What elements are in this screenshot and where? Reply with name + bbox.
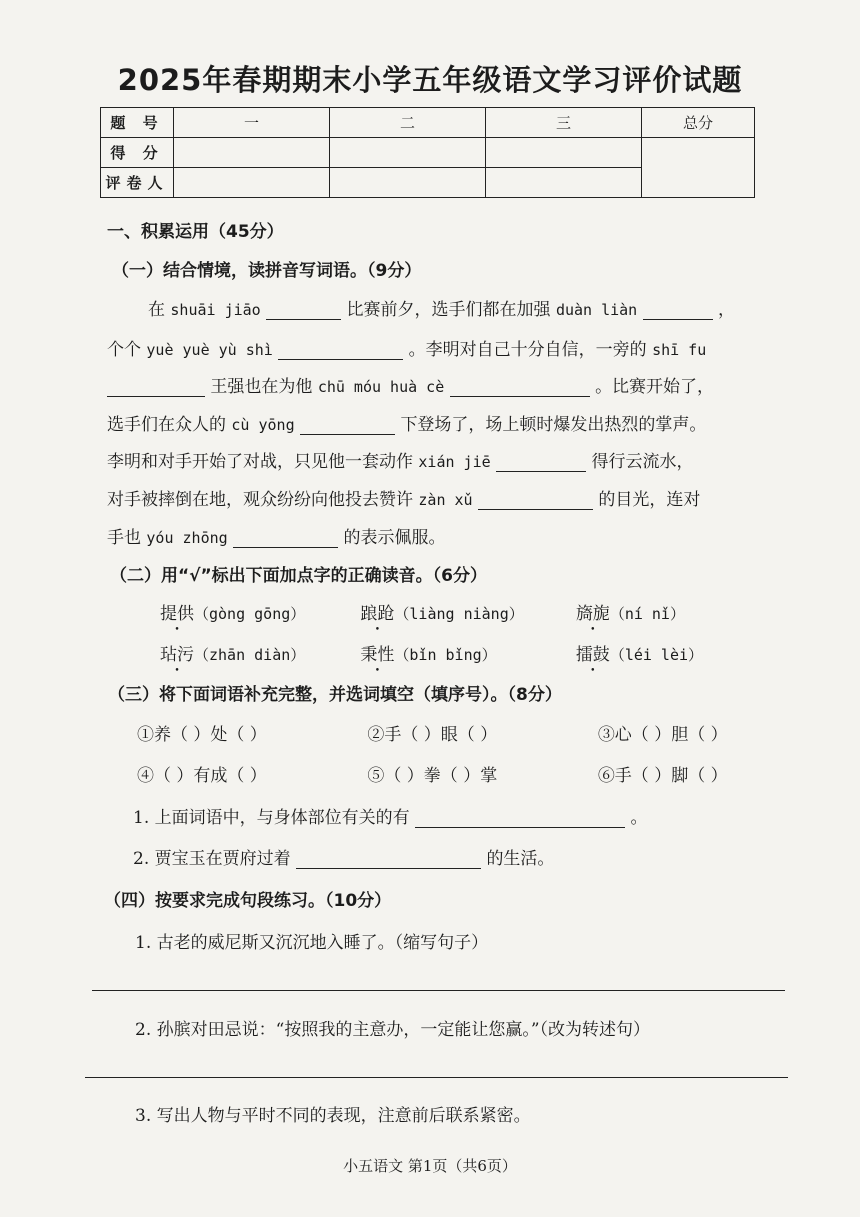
score-cell[interactable] [174,138,330,168]
grader-cell[interactable] [330,168,486,198]
text: 的表示佩服。 [343,528,446,548]
header-cell-3: 三 [486,108,642,138]
idiom-item[interactable]: ①养（ ）处（ ） [137,725,267,745]
answer-blank[interactable] [266,301,341,320]
score-row-label: 得 分 [101,138,174,168]
idiom-item[interactable]: ⑤（ ）拳（ ）掌 [367,766,498,786]
part4-q1: 1. 古老的威尼斯又沉沉地入睡了。（缩写句子） [135,933,489,953]
answer-blank[interactable] [643,301,713,320]
text: ， [718,300,736,320]
text: 王强也在为他 [210,377,313,397]
part3-heading: （三）将下面词语补充完整，并选词填空（填序号）。（8分） [108,685,562,705]
pinyin: duàn liàn [555,301,638,319]
pronunciation-item: 玷污（zhān diàn） [160,645,306,665]
text: 手也 [107,528,141,548]
answer-blank[interactable] [496,453,586,472]
text: 得行云流水， [591,452,694,472]
answer-blank[interactable] [296,850,481,869]
question-text: 的生活。 [486,849,555,869]
pinyin: yóu zhōng [146,529,228,547]
text: 的目光，连对 [598,490,701,510]
pinyin: shī fu [652,341,707,359]
grader-row-label: 评卷人 [101,168,174,198]
score-row [101,138,755,168]
header-cell-total: 总分 [642,108,755,138]
page-footer: 小五语文 第1页（共6页） [343,1157,517,1175]
idiom-item[interactable]: ④（ ）有成（ ） [137,766,267,786]
part1-heading: （一）结合情境，读拼音写词语。（9分） [112,261,422,281]
pronunciation-item: 旖旎（ní nǐ） [575,604,685,624]
part4-q3: 3. 写出人物与平时不同的表现，注意前后联系紧密。 [135,1106,531,1126]
idiom-item[interactable]: ⑥手（ ）脚（ ） [597,766,728,786]
grader-cell[interactable] [174,168,330,198]
score-table-header-row [101,108,755,138]
part2-heading: （二）用“√”标出下面加点字的正确读音。（6分） [110,566,488,586]
answer-blank[interactable] [233,529,338,548]
answer-blank[interactable] [415,809,625,828]
pinyin: yuè yuè yù shì [146,341,273,359]
idiom-row-1 [137,720,728,745]
pinyin: shuāi jiāo [170,301,261,319]
grader-cell[interactable] [486,168,642,198]
part3-q2 [133,844,554,869]
pinyin: chū móu huà cè [317,378,445,396]
score-table [100,107,755,198]
idiom-item[interactable]: ②手（ ）眼（ ） [367,725,498,745]
section1-heading: 一、积累运用（45分） [107,222,284,242]
answer-blank[interactable] [107,378,205,397]
p1-line7 [107,523,446,548]
header-cell-label: 题 号 [101,108,174,138]
answer-blank[interactable] [478,491,593,510]
exam-title: 2025年春期期末小学五年级语文学习评价试题 [117,63,743,97]
idiom-item[interactable]: ③心（ ）胆（ ） [597,725,728,745]
header-cell-1: 一 [174,108,330,138]
part3-q1 [133,803,647,828]
idiom-row-2 [137,761,728,786]
pinyin: xián jiē [418,453,491,471]
answer-blank[interactable] [450,378,590,397]
text: 个个 [107,340,141,360]
part4-heading: （四）按要求完成句段练习。（10分） [104,891,392,911]
pinyin: zàn xǔ [418,491,473,509]
p1-line1 [148,295,735,320]
pronunciation-row-1 [160,599,685,624]
question-text: 1. 上面词语中，与身体部位有关的有 [133,808,410,828]
text: 。李明对自己十分自信，一旁的 [408,340,647,360]
pronunciation-item: 擂鼓（léi lèi） [575,645,704,665]
text: 比赛前夕，选手们都在加强 [346,300,551,320]
p1-line6 [107,485,700,510]
text: 李明和对手开始了对战，只见他一套动作 [107,452,413,472]
question-text: 。 [630,808,648,828]
total-score-cell[interactable] [642,138,755,198]
text: 下登场了，场上顿时爆发出热烈的掌声。 [400,415,707,435]
p1-line3 [107,372,714,397]
p1-line5 [107,447,693,472]
text: 在 [148,300,165,320]
pinyin: cù yōng [231,416,295,434]
text: 。比赛开始了， [595,377,715,397]
answer-line[interactable] [85,1077,788,1078]
question-text: 2. 贾宝玉在贾府过着 [133,849,291,869]
part4-q2: 2. 孙膑对田忌说：“按照我的主意办，一定能让您赢。”（改为转述句） [135,1020,651,1040]
text: 选手们在众人的 [107,415,226,435]
p1-line4 [107,410,706,435]
p1-line2 [107,335,706,360]
answer-blank[interactable] [300,416,395,435]
pronunciation-row-2 [160,640,703,665]
answer-blank[interactable] [278,341,403,360]
pronunciation-item: 秉性（bǐn bǐng） [360,645,497,665]
answer-line[interactable] [92,990,785,991]
pronunciation-item: 提供（gòng gōng） [160,604,306,624]
pronunciation-item: 踉跄（liàng niàng） [360,604,524,624]
header-cell-2: 二 [330,108,486,138]
text: 对手被摔倒在地，观众纷纷向他投去赞许 [107,490,413,510]
score-cell[interactable] [330,138,486,168]
score-cell[interactable] [486,138,642,168]
